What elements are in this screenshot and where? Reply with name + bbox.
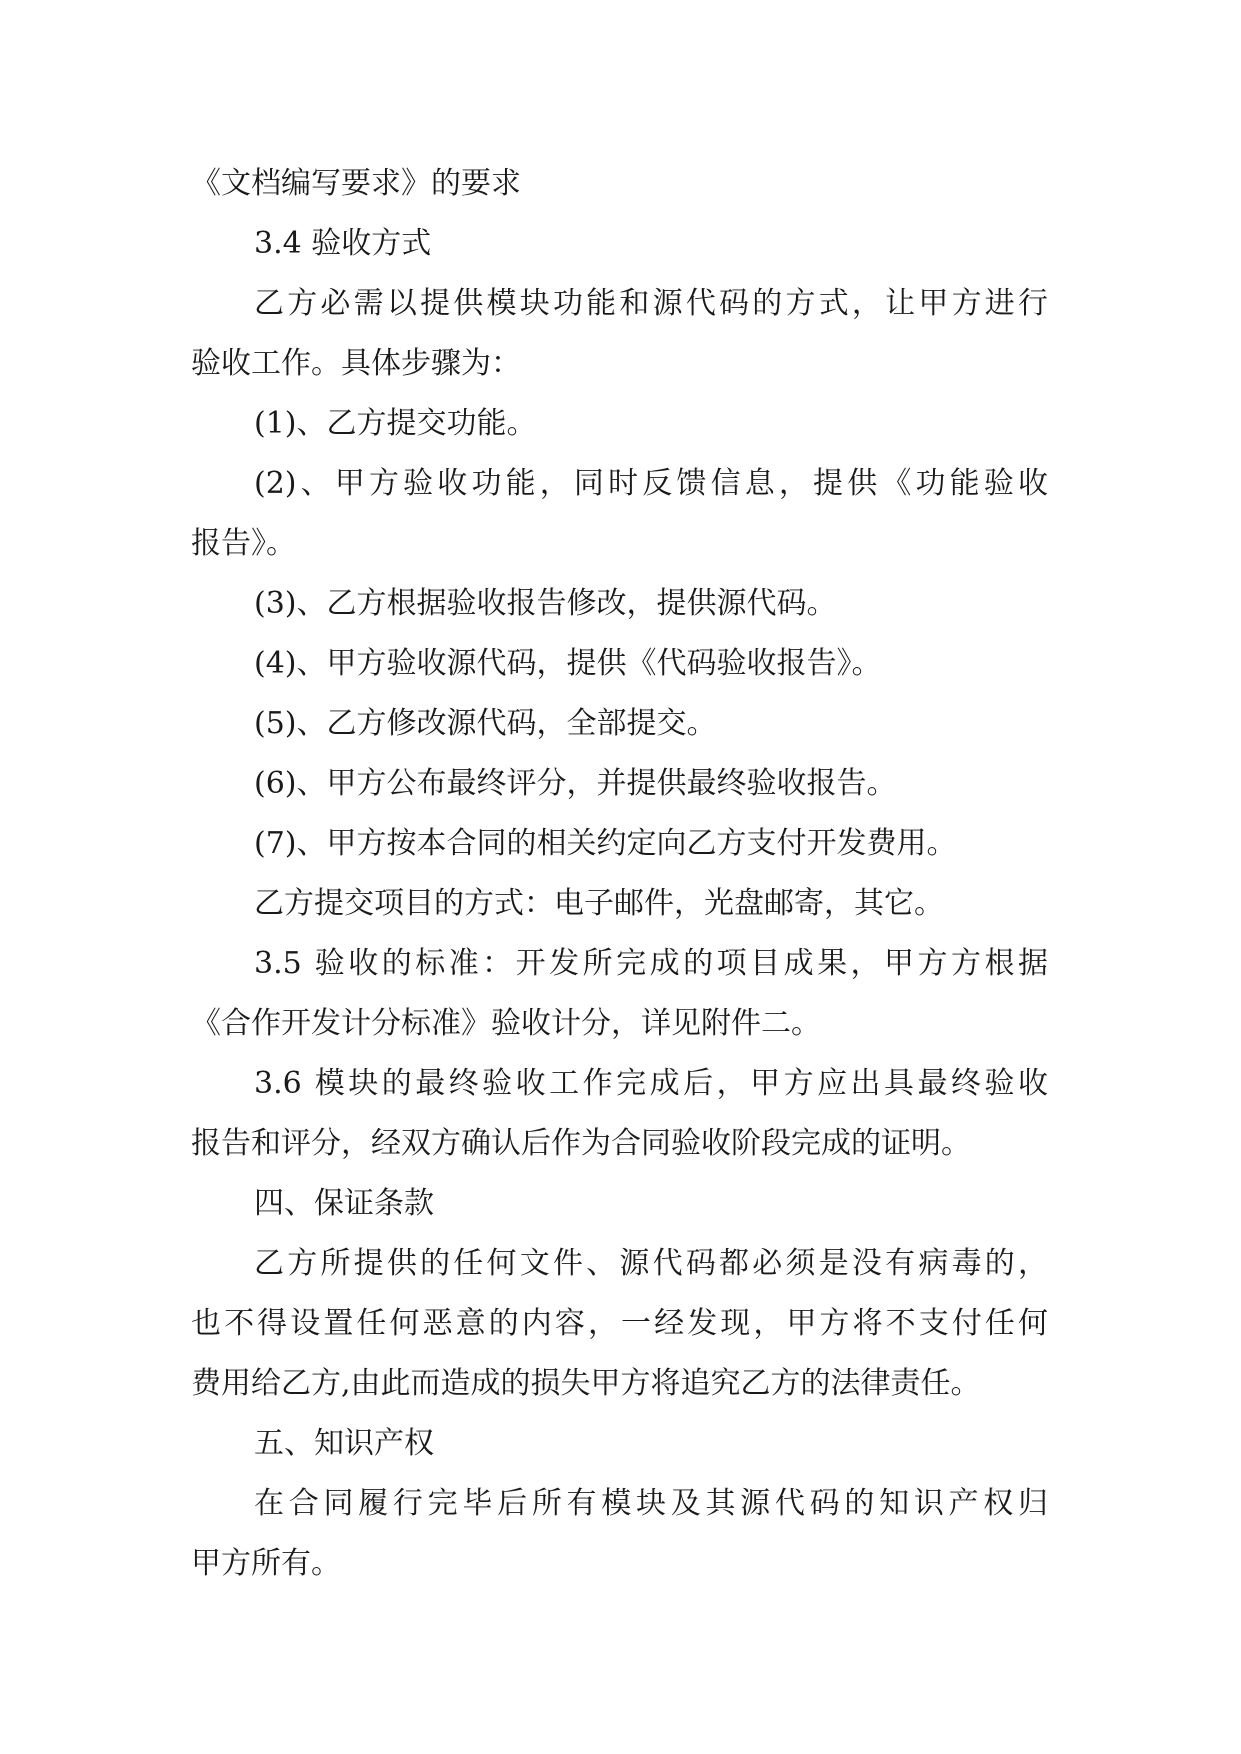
text-line: 费用给乙方,由此而造成的损失甲方将追究乙方的法律责任。 (191, 1366, 981, 1401)
text-line: 3.6 模块的最终验收工作完成后，甲方应出具最终验收 (254, 1066, 1048, 1101)
text-line: 验收工作。具体步骤为： (191, 346, 521, 381)
text-line: 报告和评分，经双方确认后作为合同验收阶段完成的证明。 (191, 1126, 971, 1161)
section-heading: 五、知识产权 (254, 1426, 434, 1461)
text-line: 在合同履行完毕后所有模块及其源代码的知识产权归 (254, 1486, 1048, 1521)
list-item: (3)、乙方根据验收报告修改，提供源代码。 (254, 586, 837, 621)
list-item: (6)、甲方公布最终评分，并提供最终验收报告。 (254, 766, 897, 801)
text-line: 甲方所有。 (191, 1546, 341, 1581)
list-item: (2)、甲方验收功能，同时反馈信息，提供《功能验收 (254, 466, 1048, 501)
text-line: 乙方提交项目的方式：电子邮件，光盘邮寄，其它。 (254, 886, 944, 921)
list-item: (5)、乙方修改源代码，全部提交。 (254, 706, 717, 741)
text-line: 3.5 验收的标准：开发所完成的项目成果，甲方方根据 (254, 946, 1048, 981)
section-heading: 四、保证条款 (254, 1186, 434, 1221)
list-item: (1)、乙方提交功能。 (254, 406, 537, 441)
text-line: 《合作开发计分标准》验收计分，详见附件二。 (191, 1006, 821, 1041)
text-line: 也不得设置任何恶意的内容，一经发现，甲方将不支付任何 (191, 1306, 1048, 1341)
text-line: 报告》。 (191, 526, 296, 561)
text-line: 乙方所提供的任何文件、源代码都必须是没有病毒的， (254, 1246, 1048, 1281)
section-heading: 3.4 验收方式 (254, 226, 432, 261)
text-line: 《文档编写要求》的要求 (191, 166, 521, 201)
text-line: 乙方必需以提供模块功能和源代码的方式，让甲方进行 (254, 286, 1048, 321)
list-item: (4)、甲方验收源代码，提供《代码验收报告》。 (254, 646, 882, 681)
list-item: (7)、甲方按本合同的相关约定向乙方支付开发费用。 (254, 826, 957, 861)
